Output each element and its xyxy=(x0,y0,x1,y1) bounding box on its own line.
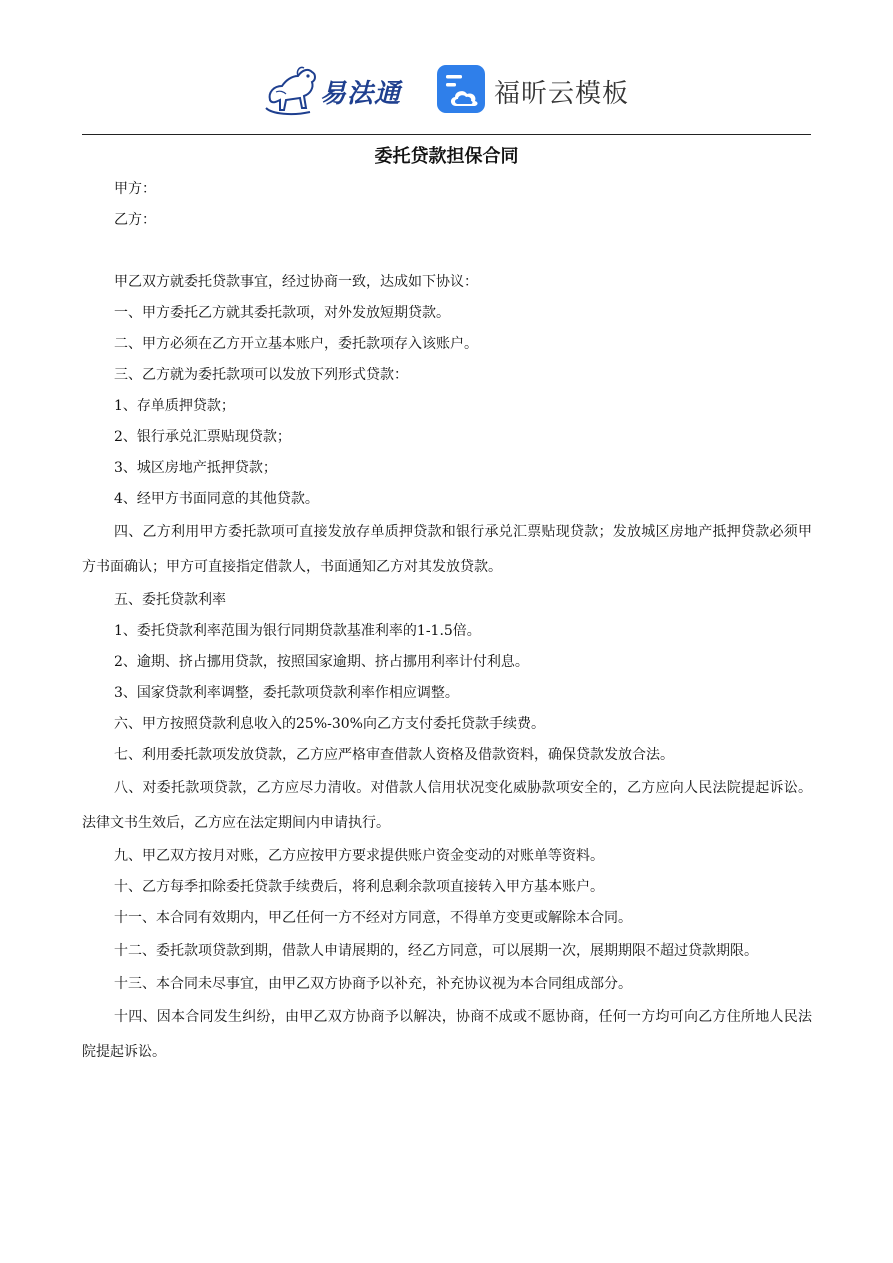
cloud-document-icon xyxy=(436,64,486,114)
blank-line xyxy=(82,236,812,267)
paragraph: 十、乙方每季扣除委托贷款手续费后，将利息剩余款项直接转入甲方基本账户。 xyxy=(114,879,604,895)
document-title: 委托贷款担保合同 xyxy=(374,146,519,167)
fuxin-cloud-logo xyxy=(436,64,636,118)
paragraph: 十三、本合同未尽事宜，由甲乙双方协商予以补充，补充协议视为本合同组成部分。 xyxy=(114,976,632,992)
paragraph: 3、城区房地产抵押贷款； xyxy=(114,460,277,476)
paragraph: 八、对委托款项贷款，乙方应尽力清收。对借款人信用状况变化威胁款项安全的，乙方应向人民法院提起诉讼。法律文书生效后，乙方应在法定期间内申请执行。 xyxy=(82,780,812,831)
paragraph: 三、乙方就为委托款项可以发放下列形式贷款： xyxy=(114,367,408,383)
party-a-line: 甲方： xyxy=(114,181,156,197)
paragraph: 十二、委托款项贷款到期，借款人申请展期的，经乙方同意，可以展期一次，展期期限不超过贷款期限。 xyxy=(114,943,758,959)
document-body xyxy=(82,174,812,1070)
paragraph: 2、逾期、挤占挪用贷款，按照国家逾期、挤占挪用利率计付利息。 xyxy=(114,654,529,670)
paragraph: 4、经甲方书面同意的其他贷款。 xyxy=(114,491,319,507)
paragraph: 十四、因本合同发生纠纷，由甲乙双方协商予以解决，协商不成或不愿协商，任何一方均可向乙方住所地人民法院提起诉讼。 xyxy=(82,1009,812,1060)
yifatong-logo xyxy=(262,62,412,118)
paragraph: 七、利用委托款项发放贷款，乙方应严格审查借款人资格及借款资料，确保贷款发放合法。 xyxy=(114,747,674,763)
paragraph: 二、甲方必须在乙方开立基本账户，委托款项存入该账户。 xyxy=(114,336,478,352)
document-header xyxy=(0,58,893,122)
paragraph: 2、银行承兑汇票贴现贷款； xyxy=(114,429,291,445)
party-b-line: 乙方： xyxy=(114,212,156,228)
paragraph: 3、国家贷款利率调整，委托款项贷款利率作相应调整。 xyxy=(114,685,459,701)
paragraph: 1、存单质押贷款； xyxy=(114,398,235,414)
paragraph: 九、甲乙双方按月对账，乙方应按甲方要求提供账户资金变动的对账单等资料。 xyxy=(114,848,604,864)
paragraph: 1、委托贷款利率范围为银行同期贷款基准利率的1-1.5倍。 xyxy=(114,623,481,639)
paragraph: 十一、本合同有效期内，甲乙任何一方不经对方同意，不得单方变更或解除本合同。 xyxy=(114,910,632,926)
paragraph: 五、委托贷款利率 xyxy=(114,592,226,608)
fuxin-logo-text: 福昕云模板 xyxy=(494,79,630,109)
paragraph: 四、乙方利用甲方委托款项可直接发放存单质押贷款和银行承兑汇票贴现贷款；发放城区房地产抵押贷款必须甲方书面确认；甲方可直接指定借款人，书面通知乙方对其发放贷款。 xyxy=(82,524,812,575)
header-divider xyxy=(82,134,811,135)
qilin-icon xyxy=(262,62,322,118)
paragraph: 甲乙双方就委托贷款事宜，经过协商一致，达成如下协议： xyxy=(114,274,478,290)
yifatong-logo-text: 易法通 xyxy=(320,79,402,109)
paragraph: 六、甲方按照贷款利息收入的25%-30%向乙方支付委托贷款手续费。 xyxy=(114,716,545,732)
paragraph: 一、甲方委托乙方就其委托款项，对外发放短期贷款。 xyxy=(114,305,450,321)
